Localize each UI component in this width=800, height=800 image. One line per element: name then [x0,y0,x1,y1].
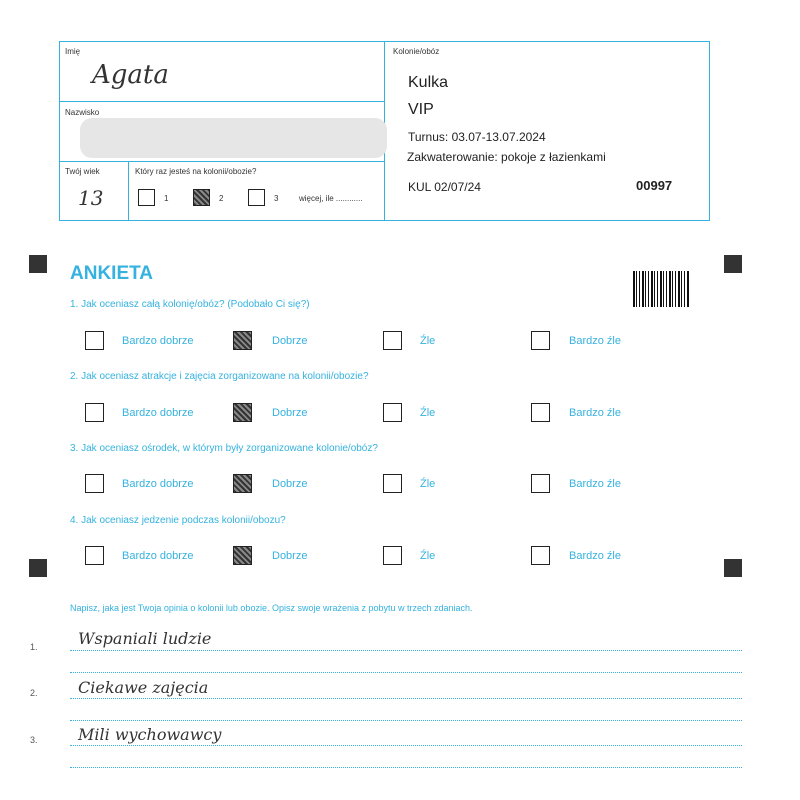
q1-bardzo-dobrze-label: Bardzo dobrze [122,335,194,347]
q3-dobrze-label: Dobrze [272,478,308,490]
ktory-raz-label: Który raz jesteś na kolonii/obozie? [135,167,257,176]
q2-bardzo-zle-label: Bardzo źle [569,407,621,419]
answer-2-line [70,698,742,699]
answer-3[interactable]: Mili wychowawcy [78,725,222,744]
answer-3-line-2 [70,767,742,768]
opinion-prompt: Napisz, jaka jest Twoja opinia o kolonii lub obozie. Opisz swoje wrażenia z pobytu w trzech zdaniach. [70,603,473,613]
option-3-checkbox[interactable] [248,189,265,206]
q4-zle-label: Źle [420,550,436,562]
q1-bardzo-zle-checkbox[interactable] [531,331,550,350]
option-2-checkbox[interactable] [193,189,210,206]
q1-zle-checkbox[interactable] [383,331,402,350]
q2-zle-label: Źle [420,407,436,419]
answer-1-line [70,650,742,651]
q2-bardzo-dobrze-label: Bardzo dobrze [122,407,194,419]
q3-zle-label: Źle [420,478,436,490]
age-divider [128,161,129,221]
q1-dobrze-checkbox[interactable] [233,331,252,350]
q4-zle-checkbox[interactable] [383,546,402,565]
answer-number-2: 2. [30,688,38,698]
survey-title: ANKIETA [70,263,154,284]
q3-bardzo-dobrze-label: Bardzo dobrze [122,478,194,490]
question-4: 4. Jak oceniasz jedzenie podczas kolonii/obozu? [70,515,286,526]
answer-number-3: 3. [30,735,38,745]
wiek-value: 13 [78,186,104,210]
q4-bardzo-dobrze-label: Bardzo dobrze [122,550,194,562]
nazwisko-label: Nazwisko [65,108,100,117]
answer-2-line-2 [70,720,742,721]
option-2-label: 2 [219,194,224,203]
q3-zle-checkbox[interactable] [383,474,402,493]
camp-type: VIP [408,101,434,118]
option-1-checkbox[interactable] [138,189,155,206]
q2-zle-checkbox[interactable] [383,403,402,422]
answer-number-1: 1. [30,642,38,652]
q1-zle-label: Źle [420,335,436,347]
answer-1-line-2 [70,672,742,673]
registration-marker-top-left [29,255,47,273]
q1-dobrze-label: Dobrze [272,335,308,347]
answer-1[interactable]: Wspaniali ludzie [78,629,212,648]
wiecej-label: więcej, ile ............ [299,194,363,203]
imie-label: Imię [65,47,81,56]
question-1: 1. Jak oceniasz całą kolonię/obóz? (Podobało Ci się?) [70,299,310,310]
question-3: 3. Jak oceniasz ośrodek, w którym były zorganizowane kolonie/obóz? [70,443,378,454]
q4-dobrze-label: Dobrze [272,550,308,562]
imie-value: Agata [92,60,169,90]
form-number: 00997 [636,178,673,193]
answer-2[interactable]: Ciekawe zajęcia [78,678,209,697]
question-2: 2. Jak oceniasz atrakcje i zajęcia zorganizowane na kolonii/obozie? [70,371,369,382]
q2-bardzo-zle-checkbox[interactable] [531,403,550,422]
option-1-label: 1 [164,194,169,203]
q4-bardzo-zle-checkbox[interactable] [531,546,550,565]
zakwaterowanie: Zakwaterowanie: pokoje z łazienkami [407,150,606,164]
q3-bardzo-zle-label: Bardzo źle [569,478,621,490]
q4-bardzo-zle-label: Bardzo źle [569,550,621,562]
row-divider-2 [59,161,385,162]
answer-3-line [70,745,742,746]
q1-bardzo-dobrze-checkbox[interactable] [85,331,104,350]
q1-bardzo-zle-label: Bardzo źle [569,335,621,347]
registration-marker-mid-left [29,559,47,577]
wiek-label: Twój wiek [65,167,100,176]
registration-marker-mid-right [724,559,742,577]
q2-bardzo-dobrze-checkbox[interactable] [85,403,104,422]
option-3-label: 3 [274,194,279,203]
camp-name: Kulka [408,74,449,91]
kolonie-label: Kolonie/obóz [393,47,440,56]
row-divider-1 [59,101,385,102]
turnus: Turnus: 03.07-13.07.2024 [408,130,546,144]
barcode [633,271,689,307]
q2-dobrze-label: Dobrze [272,407,308,419]
q4-dobrze-checkbox[interactable] [233,546,252,565]
q4-bardzo-dobrze-checkbox[interactable] [85,546,104,565]
registration-marker-top-right [724,255,742,273]
camp-code: KUL 02/07/24 [408,180,481,194]
q3-bardzo-dobrze-checkbox[interactable] [85,474,104,493]
q3-dobrze-checkbox[interactable] [233,474,252,493]
q3-bardzo-zle-checkbox[interactable] [531,474,550,493]
redacted-surname [80,118,387,158]
q2-dobrze-checkbox[interactable] [233,403,252,422]
